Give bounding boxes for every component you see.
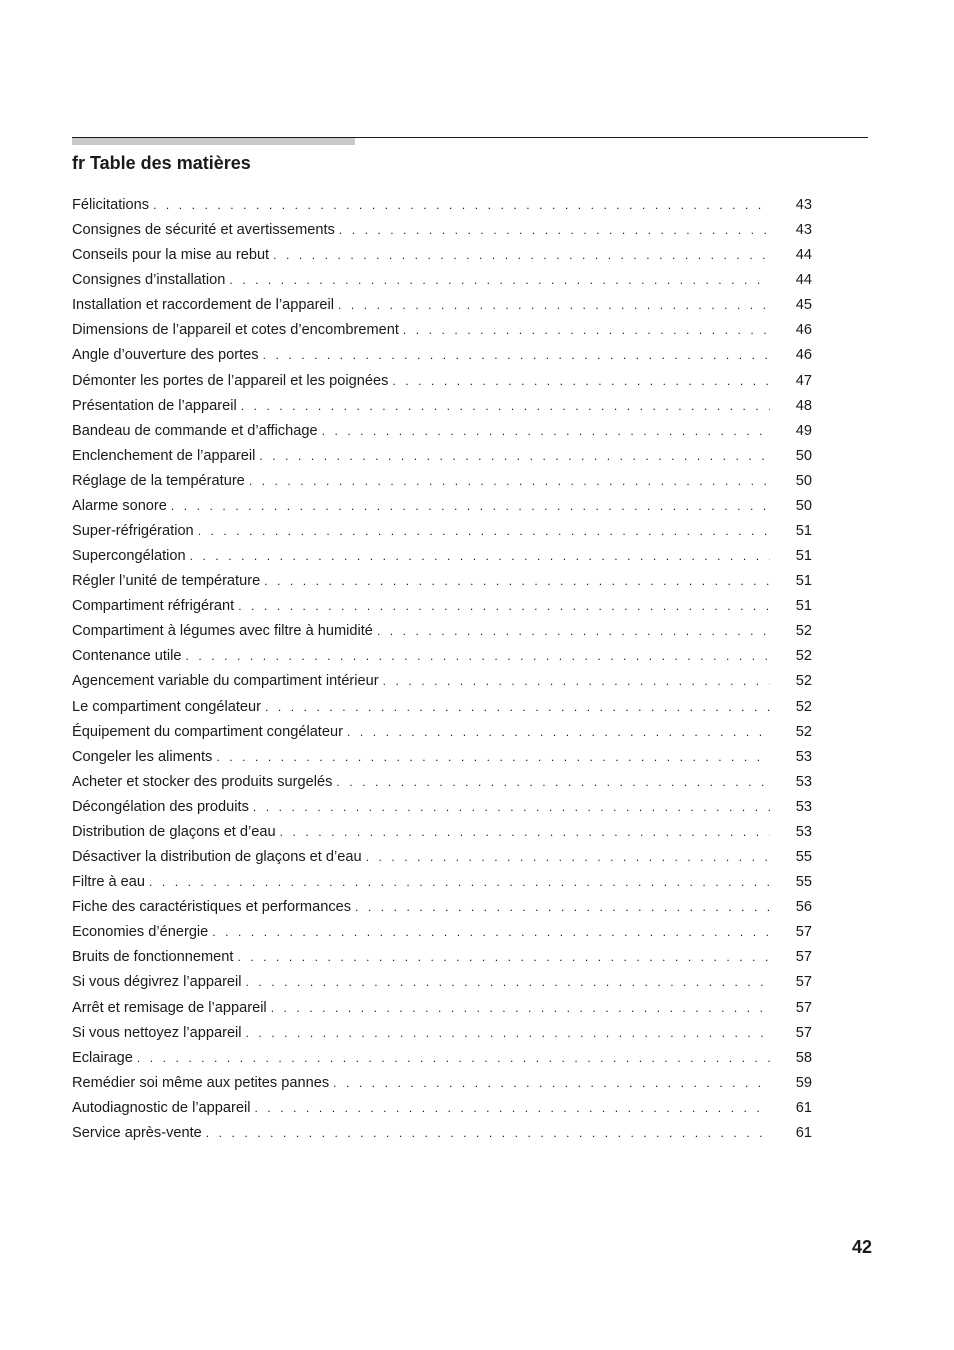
toc-dot-leader	[271, 996, 770, 1021]
toc-dot-leader	[264, 569, 770, 594]
toc-dot-leader	[246, 1021, 770, 1046]
toc-entry-title: Remédier soi même aux petites pannes	[72, 1074, 330, 1091]
toc-entry-title: Supercongélation	[72, 548, 186, 565]
toc-entry[interactable]	[72, 419, 812, 444]
toc-entry[interactable]	[72, 444, 812, 469]
toc-entry-title: Distribution de glaçons et d’eau	[72, 823, 276, 840]
toc-entry-title: Félicitations	[72, 197, 150, 213]
toc-entry-page: 50	[795, 472, 812, 489]
toc-dot-leader	[265, 695, 770, 720]
toc-dot-leader	[198, 519, 770, 544]
table-of-contents	[72, 193, 812, 1146]
toc-entry[interactable]	[72, 745, 812, 770]
toc-dot-leader	[171, 494, 770, 519]
toc-entry-page: 53	[795, 823, 812, 840]
toc-entry-title: Arrêt et remisage de l’appareil	[72, 999, 267, 1016]
page-title: fr Table des matières	[72, 153, 251, 173]
toc-entry-page: 57	[795, 999, 812, 1016]
toc-dot-leader	[186, 644, 770, 669]
toc-dot-leader	[273, 243, 770, 268]
toc-entry[interactable]	[72, 920, 812, 945]
toc-entry-title: Réglage de la température	[72, 472, 245, 489]
toc-entry-page: 61	[795, 1124, 812, 1141]
toc-entry[interactable]	[72, 369, 812, 394]
toc-entry[interactable]	[72, 845, 812, 870]
toc-entry[interactable]	[72, 218, 812, 243]
toc-entry[interactable]	[72, 318, 812, 343]
toc-entry-page: 51	[795, 523, 812, 540]
toc-dot-leader	[280, 820, 770, 845]
toc-entry-page: 50	[795, 447, 812, 464]
toc-entry-title: Décongélation des produits	[72, 798, 249, 815]
toc-entry-page: 43	[795, 197, 812, 213]
toc-entry-page: 52	[795, 698, 812, 715]
toc-entry-page: 48	[795, 397, 812, 414]
toc-entry-page: 57	[795, 949, 812, 966]
toc-entry-title: Dimensions de l’appareil et cotes d’encombrement	[72, 322, 399, 339]
toc-entry-title: Contenance utile	[72, 648, 182, 665]
toc-entry-page: 45	[795, 297, 812, 314]
toc-entry-title: Filtre à eau	[72, 874, 146, 891]
toc-entry-title: Eclairage	[72, 1049, 133, 1066]
toc-entry-title: Fiche des caractéristiques et performances	[72, 899, 352, 916]
toc-entry-title: Le compartiment congélateur	[72, 698, 262, 715]
toc-entry[interactable]	[72, 394, 812, 419]
toc-dot-leader	[149, 870, 770, 895]
toc-dot-leader	[153, 193, 770, 218]
toc-entry-page: 53	[795, 748, 812, 765]
toc-entry[interactable]	[72, 695, 812, 720]
toc-entry-title: Congeler les aliments	[72, 748, 213, 765]
toc-entry[interactable]	[72, 1071, 812, 1096]
toc-entry[interactable]	[72, 895, 812, 920]
toc-entry-page: 49	[795, 422, 812, 439]
toc-entry-title: Désactiver la distribution de glaçons et d’eau	[72, 849, 362, 866]
toc-dot-leader	[137, 1046, 770, 1071]
toc-entry-page: 53	[795, 773, 812, 790]
toc-dot-leader	[253, 795, 770, 820]
toc-entry-title: Service après-vente	[72, 1124, 202, 1141]
header-accent-bar	[72, 138, 355, 145]
toc-dot-leader	[212, 920, 770, 945]
toc-dot-leader	[355, 895, 770, 920]
toc-entry-title: Consignes d’installation	[72, 272, 226, 289]
toc-entry[interactable]	[72, 619, 812, 644]
toc-entry[interactable]	[72, 544, 812, 569]
toc-entry-page: 53	[795, 798, 812, 815]
toc-entry-title: Présentation de l’appareil	[72, 397, 237, 414]
page-number: 42	[851, 1237, 872, 1257]
toc-entry[interactable]	[72, 243, 812, 268]
toc-entry[interactable]	[72, 268, 812, 293]
toc-dot-leader	[246, 970, 770, 995]
toc-entry-title: Conseils pour la mise au rebut	[72, 247, 270, 264]
toc-entry[interactable]	[72, 720, 812, 745]
toc-entry-title: Alarme sonore	[72, 497, 167, 514]
toc-entry[interactable]	[72, 594, 812, 619]
toc-entry-page: 57	[795, 924, 812, 941]
toc-dot-leader	[216, 745, 770, 770]
toc-entry-page: 52	[795, 623, 812, 640]
toc-entry[interactable]	[72, 1021, 812, 1046]
toc-entry-title: Angle d’ouverture des portes	[72, 347, 259, 364]
toc-entry-page: 51	[795, 573, 812, 590]
toc-dot-leader	[377, 619, 770, 644]
toc-dot-leader	[206, 1121, 770, 1146]
toc-entry-title: Enclenchement de l’appareil	[72, 447, 256, 464]
toc-entry-page: 52	[795, 673, 812, 690]
toc-entry[interactable]	[72, 996, 812, 1021]
toc-entry[interactable]	[72, 569, 812, 594]
toc-entry-title: Si vous dégivrez l’appareil	[72, 974, 242, 991]
toc-entry[interactable]	[72, 945, 812, 970]
toc-dot-leader	[229, 268, 770, 293]
toc-entry-page: 55	[795, 874, 812, 891]
toc-entry-page: 50	[795, 497, 812, 514]
toc-entry-page: 47	[795, 372, 812, 389]
toc-dot-leader	[255, 1096, 771, 1121]
toc-entry[interactable]	[72, 795, 812, 820]
toc-entry[interactable]	[72, 494, 812, 519]
toc-entry[interactable]	[72, 870, 812, 895]
toc-entry-page: 55	[795, 849, 812, 866]
toc-dot-leader	[241, 394, 770, 419]
toc-entry[interactable]	[72, 293, 812, 318]
toc-entry[interactable]	[72, 1096, 812, 1121]
toc-entry-page: 56	[795, 899, 812, 916]
toc-entry[interactable]	[72, 820, 812, 845]
toc-entry-page: 58	[795, 1049, 812, 1066]
toc-entry[interactable]	[72, 193, 812, 218]
toc-entry-title: Consignes de sécurité et avertissements	[72, 222, 335, 239]
toc-entry-title: Compartiment à légumes avec filtre à humidité	[72, 623, 373, 640]
toc-entry[interactable]	[72, 644, 812, 669]
toc-dot-leader	[249, 469, 770, 494]
toc-dot-leader	[190, 544, 770, 569]
toc-entry-title: Super-réfrigération	[72, 523, 194, 540]
toc-entry-title: Installation et raccordement de l’appareil	[72, 297, 335, 314]
toc-dot-leader	[336, 770, 770, 795]
toc-entry-page: 57	[795, 1024, 812, 1041]
toc-entry-title: Compartiment réfrigérant	[72, 598, 235, 615]
toc-entry[interactable]	[72, 1046, 812, 1071]
toc-dot-leader	[263, 343, 770, 368]
toc-entry-title: Agencement variable du compartiment intérieur	[72, 673, 379, 690]
toc-dot-leader	[347, 720, 770, 745]
toc-entry-title: Acheter et stocker des produits surgelés	[72, 773, 333, 790]
toc-entry-page: 59	[795, 1074, 812, 1091]
toc-entry[interactable]	[72, 770, 812, 795]
toc-dot-leader	[259, 444, 770, 469]
toc-entry-page: 57	[795, 974, 812, 991]
toc-entry-page: 44	[795, 272, 812, 289]
toc-entry-page: 61	[795, 1099, 812, 1116]
toc-entry-page: 46	[795, 322, 812, 339]
toc-entry-page: 51	[795, 548, 812, 565]
toc-dot-leader	[339, 218, 770, 243]
toc-entry-title: Economies d’énergie	[72, 924, 209, 941]
toc-entry-page: 52	[795, 648, 812, 665]
toc-dot-leader	[366, 845, 770, 870]
toc-entry[interactable]	[72, 343, 812, 368]
toc-entry-title: Bruits de fonctionnement	[72, 949, 234, 966]
toc-entry-page: 43	[795, 222, 812, 239]
toc-dot-leader	[322, 419, 770, 444]
toc-entry-title: Démonter les portes de l’appareil et les poignées	[72, 372, 389, 389]
toc-entry-page: 44	[795, 247, 812, 264]
toc-entry-title: Bandeau de commande et d’affichage	[72, 422, 318, 439]
toc-entry-title: Équipement du compartiment congélateur	[72, 723, 343, 740]
toc-entry-page: 46	[795, 347, 812, 364]
toc-entry[interactable]	[72, 469, 812, 494]
toc-entry-title: Régler l’unité de température	[72, 573, 261, 590]
toc-dot-leader	[392, 369, 770, 394]
toc-entry[interactable]	[72, 669, 812, 694]
toc-entry-page: 51	[795, 598, 812, 615]
toc-entry-page: 52	[795, 723, 812, 740]
toc-dot-leader	[383, 669, 770, 694]
toc-entry[interactable]	[72, 519, 812, 544]
toc-entry-title: Si vous nettoyez l’appareil	[72, 1024, 242, 1041]
toc-entry-title: Autodiagnostic de l’appareil	[72, 1099, 251, 1116]
toc-entry[interactable]	[72, 970, 812, 995]
toc-dot-leader	[237, 945, 770, 970]
toc-dot-leader	[338, 293, 770, 318]
toc-entry[interactable]	[72, 1121, 812, 1146]
toc-dot-leader	[403, 318, 770, 343]
toc-dot-leader	[333, 1071, 770, 1096]
toc-dot-leader	[238, 594, 770, 619]
